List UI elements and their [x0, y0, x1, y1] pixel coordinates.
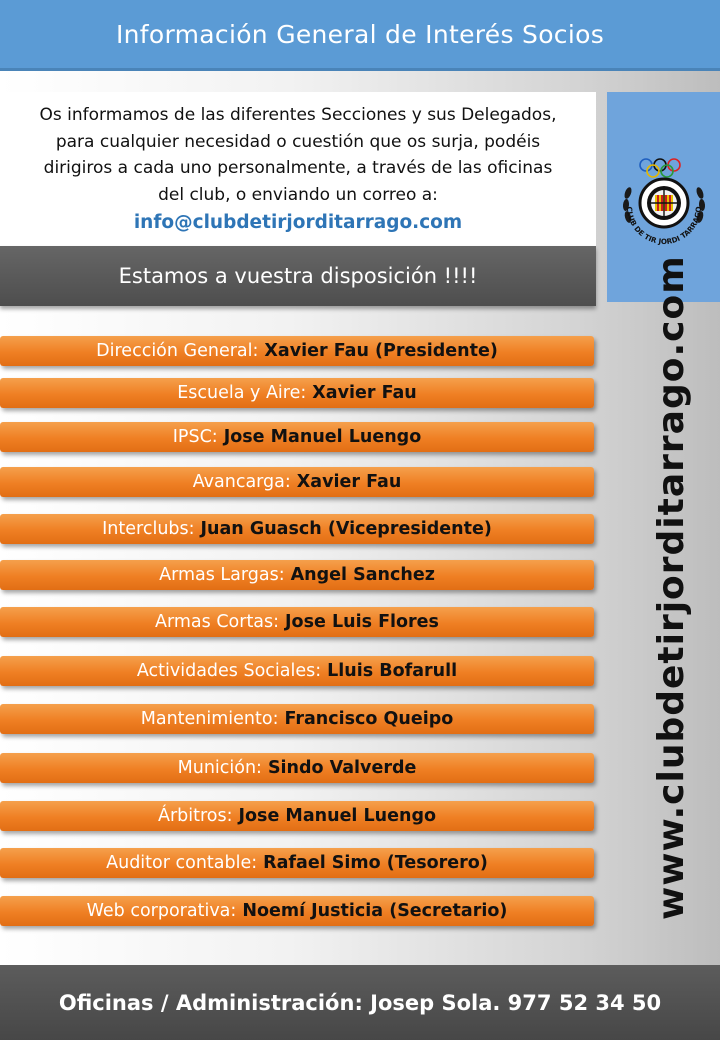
olympic-rings-icon [640, 159, 680, 177]
section-person: Noemí Justicia (Secretario) [242, 901, 508, 921]
section-label: Auditor contable: [106, 853, 258, 873]
list-item [0, 704, 594, 734]
section-person: Sindo Valverde [267, 758, 417, 778]
list-item [0, 378, 594, 408]
list-item [0, 514, 594, 544]
list-item [0, 422, 594, 452]
section-person: Xavier Fau [312, 383, 417, 403]
section-person: Juan Guasch (Vicepresidente) [200, 519, 492, 539]
list-item [0, 848, 594, 878]
intro-line: para cualquier necesidad o cuestión que os surja, podéis [55, 131, 541, 152]
logo-ring-text: CLUB DE TIR JORDI TARRAGO [624, 206, 703, 247]
section-label: Actividades Sociales: [136, 661, 322, 681]
section-label: Web corporativa: [86, 901, 237, 921]
section-label: Escuela y Aire: [177, 383, 307, 403]
section-label: Mantenimiento: [140, 709, 279, 729]
footer-bar [0, 965, 720, 1040]
page-title: Información General de Interés Socios [115, 19, 605, 49]
section-label: Munición: [177, 758, 262, 778]
section-person: Xavier Fau [296, 472, 402, 492]
section-person: Rafael Simo (Tesorero) [263, 853, 488, 873]
section-person: Lluis Bofarull [327, 661, 458, 681]
section-label: Avancarga: [192, 472, 291, 492]
target-icon [640, 179, 688, 227]
club-logo [610, 137, 718, 257]
availability-text: Estamos a vuestra disposición !!!! [118, 264, 478, 288]
intro-line: Os informamos de las diferentes Secciones y sus Delegados, [39, 105, 557, 125]
section-label: Armas Cortas: [155, 612, 280, 632]
contact-email-link[interactable]: info@clubdetirjorditarrago.com [133, 212, 463, 233]
section-person: Jose Manuel Luengo [223, 427, 422, 447]
list-item [0, 607, 594, 637]
intro-box [0, 92, 596, 246]
section-label: Dirección General: [96, 341, 259, 361]
section-label: IPSC: [172, 427, 218, 447]
section-person: Angel Sanchez [290, 565, 435, 585]
availability-banner [0, 246, 596, 306]
list-item [0, 560, 594, 590]
title-bar [0, 0, 720, 71]
section-person: Xavier Fau (Presidente) [264, 341, 498, 361]
list-item [0, 896, 594, 926]
section-person: Jose Luis Flores [285, 612, 439, 632]
section-label: Árbitros: [157, 806, 233, 826]
website-url-vertical[interactable]: www.clubdetirjorditarrago.com [651, 255, 692, 920]
list-item [0, 336, 594, 366]
list-item [0, 467, 594, 497]
intro-line: dirigiros a cada uno personalmente, a través de las oficinas [43, 158, 553, 178]
office-contact: Oficinas / Administración: Josep Sola. 977 52 34 50 [58, 990, 662, 1015]
intro-line: del club, o enviando un correo a: [158, 184, 438, 205]
list-item [0, 656, 594, 686]
list-item [0, 801, 594, 831]
section-label: Armas Largas: [159, 565, 285, 585]
section-person: Francisco Queipo [284, 709, 454, 729]
section-person: Jose Manuel Luengo [238, 806, 437, 826]
list-item [0, 753, 594, 783]
section-label: Interclubs: [102, 519, 195, 539]
